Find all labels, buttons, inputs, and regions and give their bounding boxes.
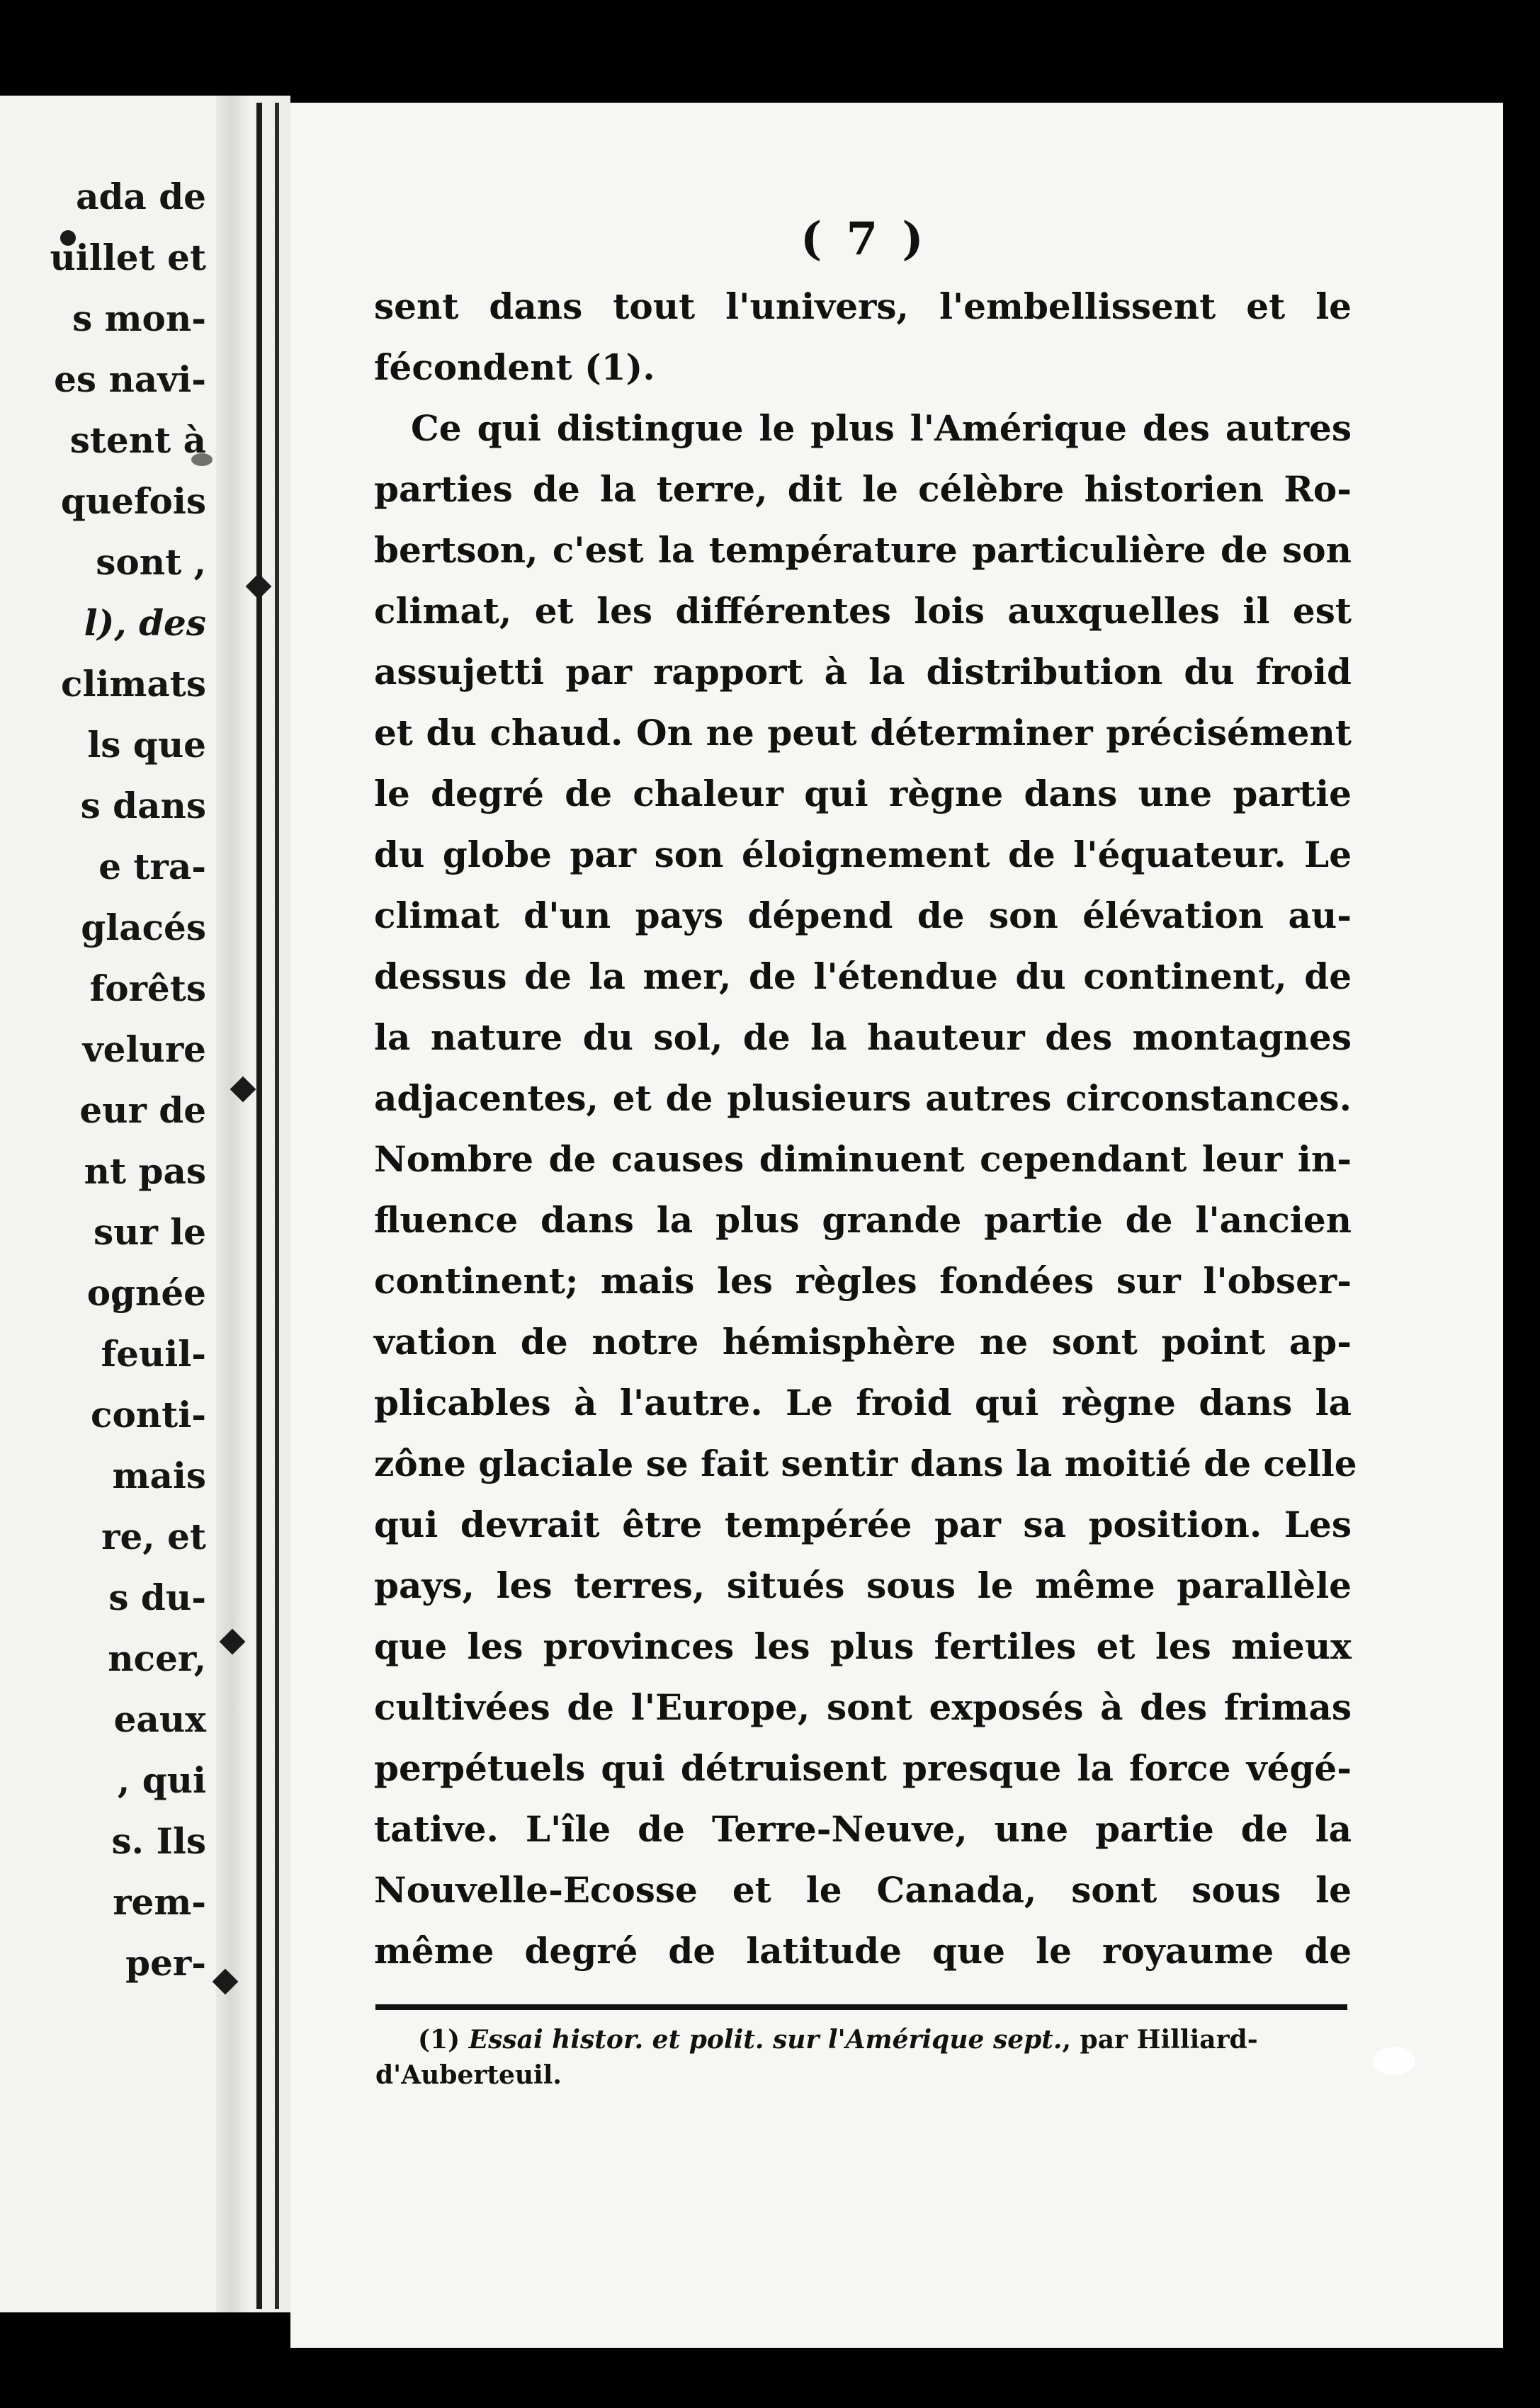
text-line: zône glaciale se fait sentir dans la moitié de celle bbox=[374, 1443, 1357, 1484]
previous-page-line: , qui bbox=[117, 1759, 206, 1801]
text-line: pays, les terres, situés sous le même parallèle bbox=[374, 1564, 1352, 1606]
previous-page-line: s. Ils bbox=[111, 1820, 206, 1862]
text-line: fluence dans la plus grande partie de l'ancien bbox=[374, 1199, 1352, 1241]
previous-page-line: nt pas bbox=[84, 1150, 206, 1192]
body-text bbox=[374, 276, 1357, 1982]
previous-page-line: velure bbox=[82, 1028, 206, 1070]
footnote-author: , par Hilliard- bbox=[1062, 2025, 1258, 2055]
text-line: même degré de latitude que le royaume de bbox=[374, 1930, 1352, 1972]
text-line: plicables à l'autre. Le froid qui règne dans la bbox=[374, 1382, 1352, 1424]
binding-line bbox=[256, 103, 262, 2309]
text-line: Nouvelle-Ecosse et le Canada, sont sous le bbox=[374, 1869, 1352, 1911]
text-line: et du chaud. On ne peut déterminer précisément bbox=[374, 712, 1352, 754]
text-line: assujetti par rapport à la distribution du froid bbox=[374, 651, 1352, 693]
text-line: cultivées de l'Europe, sont exposés à des frimas bbox=[374, 1686, 1352, 1728]
text-line: Ce qui distingue le plus l'Amérique des autres bbox=[411, 407, 1352, 449]
footnote bbox=[375, 2022, 1347, 2093]
previous-page-line: per- bbox=[125, 1942, 206, 1984]
previous-page-line: climats bbox=[61, 663, 206, 705]
previous-page-line: eur de bbox=[79, 1089, 206, 1131]
previous-page-line: ncer, bbox=[108, 1637, 206, 1679]
previous-page-line: e tra- bbox=[98, 846, 206, 887]
previous-page-line: quefois bbox=[60, 480, 206, 522]
previous-page-line: eaux bbox=[113, 1698, 206, 1740]
paper-scratch bbox=[1373, 2047, 1415, 2075]
previous-page-line: forêts bbox=[89, 967, 206, 1009]
text-line: parties de la terre, dit le célèbre historien Ro- bbox=[374, 468, 1352, 510]
previous-page-line: conti- bbox=[91, 1394, 206, 1436]
previous-page-line: s dans bbox=[80, 785, 206, 827]
previous-page-line: glacés bbox=[81, 907, 206, 948]
previous-page-line: mais bbox=[112, 1455, 206, 1497]
previous-page-line: feuil- bbox=[101, 1333, 206, 1375]
book-page bbox=[290, 103, 1503, 2348]
text-line: dessus de la mer, de l'étendue du continent, de bbox=[374, 955, 1352, 997]
text-line: fécondent (1). bbox=[374, 346, 655, 388]
text-line: du globe par son éloignement de l'équateur. Le bbox=[374, 834, 1352, 875]
previous-page-line: s du- bbox=[108, 1577, 206, 1618]
text-line: climat, et les différentes lois auxquelles il est bbox=[374, 590, 1352, 632]
previous-page-line: sont , bbox=[96, 541, 206, 583]
footnote-line bbox=[375, 2022, 1347, 2057]
text-line: sent dans tout l'univers, l'embellissent et le bbox=[374, 285, 1352, 327]
previous-page-line: ada de bbox=[76, 176, 206, 217]
text-line: adjacentes, et de plusieurs autres circonstances. bbox=[374, 1077, 1352, 1119]
text-line: continent; mais les règles fondées sur l'obser- bbox=[374, 1260, 1352, 1302]
previous-page-line: rem- bbox=[113, 1881, 206, 1923]
previous-page-line: uillet et bbox=[50, 237, 206, 278]
previous-page-line: ls que bbox=[87, 724, 206, 766]
previous-page-line: ognée bbox=[86, 1272, 206, 1314]
text-line: climat d'un pays dépend de son élévation au- bbox=[374, 895, 1352, 936]
footnote-line: d'Auberteuil. bbox=[375, 2060, 562, 2090]
previous-page-line: s mon- bbox=[72, 297, 206, 339]
text-line: bertson, c'est la température particulière de son bbox=[374, 529, 1352, 571]
previous-page-line: l), des bbox=[84, 602, 206, 644]
text-line: tative. L'île de Terre-Neuve, une partie de la bbox=[374, 1808, 1352, 1850]
previous-page-fragment bbox=[0, 96, 216, 2312]
previous-page-line: sur le bbox=[93, 1211, 206, 1253]
text-line: la nature du sol, de la hauteur des montagnes bbox=[374, 1016, 1352, 1058]
previous-page-line: re, et bbox=[101, 1516, 206, 1557]
footnote-title: Essai histor. et polit. sur l'Amérique sept. bbox=[468, 2025, 1063, 2055]
previous-page-line: es navi- bbox=[54, 358, 206, 400]
footnote-marker: (1) bbox=[418, 2025, 460, 2055]
text-line: vation de notre hémisphère ne sont point ap- bbox=[374, 1321, 1352, 1363]
previous-page-line: stent à bbox=[69, 419, 206, 461]
text-line: le degré de chaleur qui règne dans une partie bbox=[374, 773, 1352, 814]
text-line: Nombre de causes diminuent cependant leur in- bbox=[374, 1138, 1352, 1180]
footnote-rule bbox=[375, 2004, 1347, 2010]
page-number: ( 7 ) bbox=[800, 212, 928, 266]
binding-line bbox=[275, 103, 279, 2309]
text-line: perpétuels qui détruisent presque la force végé- bbox=[374, 1747, 1352, 1789]
text-line: qui devrait être tempérée par sa position. Les bbox=[374, 1504, 1352, 1545]
text-line: que les provinces les plus fertiles et les mieux bbox=[374, 1625, 1352, 1667]
